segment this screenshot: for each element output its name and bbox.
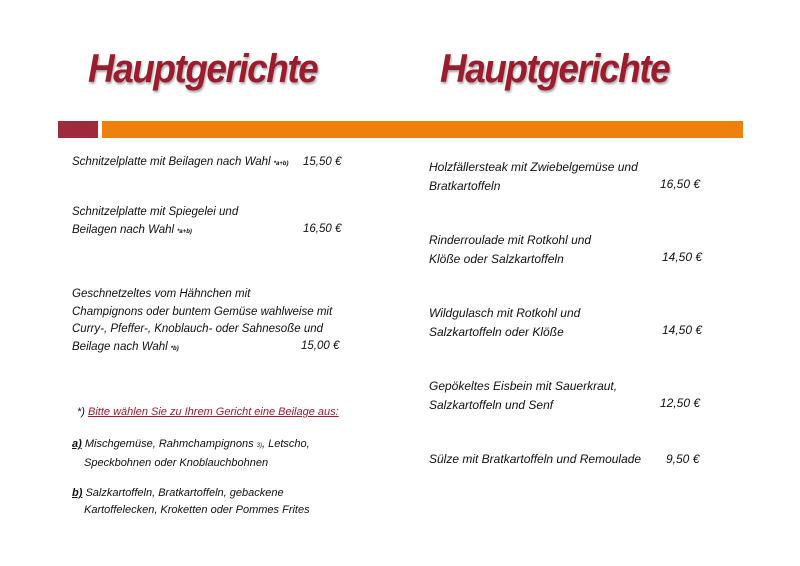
menu-item-name: Geschnetzeltes vom Hähnchen mit [72, 288, 251, 300]
side-mark: *a+b) [273, 161, 289, 167]
side-option-label: b) [72, 487, 83, 499]
menu-item-price: 15,00 € [301, 340, 340, 352]
menu-item [429, 304, 580, 341]
menu-item-name: Gepökeltes Eisbein mit Sauerkraut, [429, 379, 618, 393]
divider-bar-red [58, 121, 98, 138]
side-dish-note-text: Bitte wählen Sie zu Ihrem Gericht eine Beilage aus: [88, 406, 339, 418]
menu-item-name: Holzfällersteak mit Zwiebelgemüse und [429, 160, 638, 174]
divider-bar-orange [102, 121, 743, 138]
menu-item [72, 154, 288, 174]
menu-item-name: Salzkartoffeln oder Klöße [429, 324, 564, 339]
side-dish-note: *) Bitte wählen Sie zu Ihrem Gericht eine Beilage aus: [77, 406, 339, 418]
menu-item-price: 14,50 € [662, 323, 703, 337]
side-mark: *b) [170, 345, 179, 352]
menu-item-name: Beilagen nach Wahl [72, 223, 175, 236]
menu-item-price: 14,50 € [662, 250, 703, 264]
menu-item-name: Schnitzelplatte mit Spiegelei und [72, 206, 239, 218]
menu-item-price: 9,50 € [666, 452, 700, 466]
side-option-a: a) Mischgemüse, Rahmchampignons 3), Letscho, Speckbohnen oder Knoblauchbohnen [72, 438, 310, 469]
menu-item-name: Salzkartoffeln und Senf [429, 397, 554, 412]
menu-item [429, 450, 641, 469]
menu-item-price: 16,50 € [303, 223, 342, 235]
menu-item-name: Sülze mit Bratkartoffeln und Remoulade [429, 452, 642, 466]
menu-item-name: Schnitzelplatte mit Beilagen nach Wahl [72, 156, 271, 168]
menu-item-name: Curry-, Pfeffer-, Knoblauch- oder Sahnesoße und [72, 323, 324, 335]
menu-item [429, 231, 591, 268]
side-option-b: b) Salzkartoffeln, Bratkartoffeln, gebackene Kartoffelecken, Kroketten oder Pommes Frites [72, 487, 310, 516]
menu-item-name: Rinderroulade mit Rotkohl und [429, 233, 592, 247]
menu-item-price: 12,50 € [660, 396, 701, 410]
menu-item-name: Wildgulasch mit Rotkohl und [429, 306, 581, 320]
menu-item-price: 15,50 € [303, 156, 342, 168]
menu-item-name: Bratkartoffeln [429, 178, 501, 193]
menu-item [72, 204, 238, 241]
menu-item-name: Klöße oder Salzkartoffeln [429, 251, 564, 266]
page-title-left: Hauptgerichte [88, 46, 318, 91]
side-option-label: a) [72, 438, 82, 450]
side-mark: *a+b) [177, 228, 192, 235]
menu-item-price: 16,50 € [660, 177, 701, 191]
menu-item [72, 286, 332, 358]
menu-item-name: Beilage nach Wahl [72, 340, 168, 353]
menu-item [429, 377, 617, 414]
page-title-right: Hauptgerichte [440, 46, 670, 91]
menu-item-name: Champignons oder buntem Gemüse wahlweise mit [72, 305, 333, 318]
menu-item [429, 158, 638, 195]
